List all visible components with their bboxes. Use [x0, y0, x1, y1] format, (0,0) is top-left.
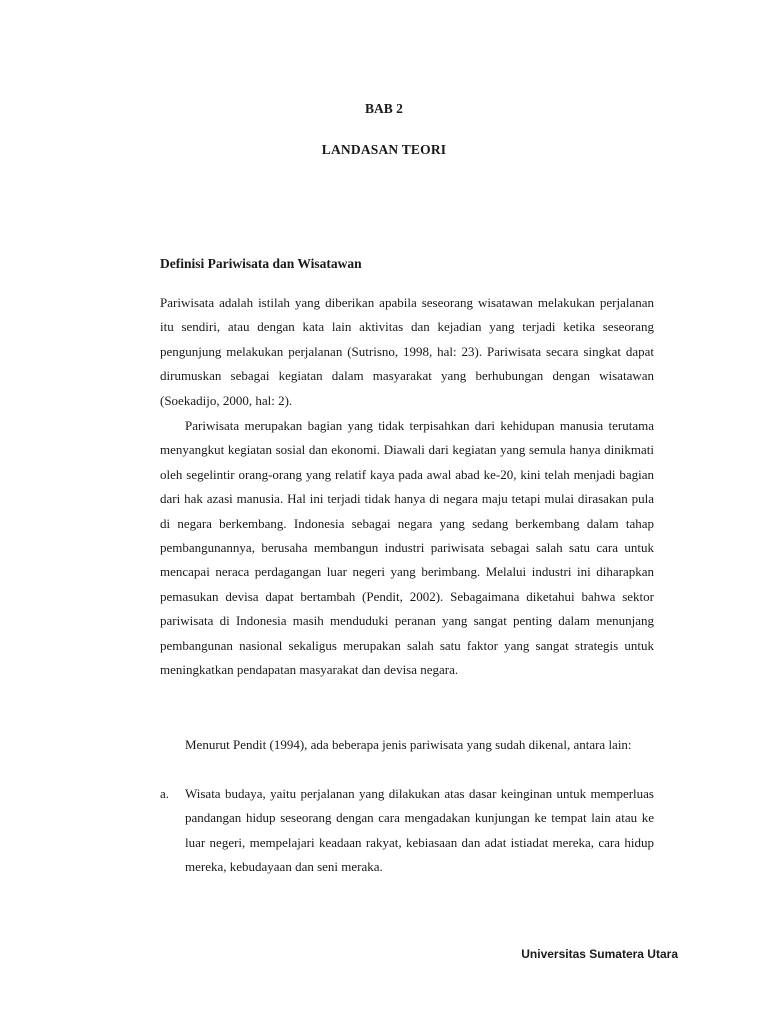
footer-institution: Universitas Sumatera Utara	[521, 947, 678, 961]
section-heading: Definisi Pariwisata dan Wisatawan	[160, 256, 362, 271]
chapter-title: LANDASAN TEORI	[321, 142, 447, 157]
list-marker: a.	[160, 786, 170, 801]
list-item-text: Wisata budaya, yaitu perjalanan yang dilakukan atas dasar keinginan untuk memperluas pandangan hidup seseorang dengan cara mengadakan kunjungan ke tempat lain atau ke luar negeri, mempelajari keadaan rakyat, kebiasaan dan adat istiadat mereka, cara hidup mereka, kebudayaan dan seni meraka.	[185, 786, 654, 875]
paragraph-2: Pariwisata merupakan bagian yang tidak terpisahkan dari kehidupan manusia terutama menyangkut kegiatan sosial dan ekonomi. Diawali dari kegiatan yang semula hanya dinikmati oleh segelintir orang-orang yang relatif kaya pada awal abad ke-20, kini telah menjadi bagian dari hak azasi manusia. Hal ini terjadi tidak hanya di negara maju tetapi mulai dirasakan pula di negara berkembang. Indonesia sebagai negara yang sedang berkembang dalam tahap pembangunannya, berusaha membangun industri pariwisata sebagai salah satu cara untuk mencapai neraca perdagangan luar negeri yang berimbang. Melalui industri ini diharapkan pemasukan devisa dapat bertambah (Pendit, 2002). Sebagaimana diketahui bahwa sektor pariwisata di Indonesia masih menduduki peranan yang sangat penting dalam menunjang pembangunan nasional sekaligus merupakan salah satu faktor yang sangat strategis untuk meningkatkan pendapatan masyarakat dan devisa negara.	[160, 418, 654, 678]
paragraph-3: Menurut Pendit (1994), ada beberapa jenis pariwisata yang sudah dikenal, antara lain:	[185, 737, 632, 752]
chapter-number: BAB 2	[365, 101, 403, 116]
paragraph-1: Pariwisata adalah istilah yang diberikan apabila seseorang wisatawan melakukan perjalanan itu sendiri, atau dengan kata lain aktivitas dan kejadian yang terjadi ketika seseorang pengunjung melakukan perjalanan (Sutrisno, 1998, hal: 23). Pariwisata secara singkat dapat dirumuskan sebagai kegiatan dalam masyarakat yang berhubungan dengan wisatawan (Soekadijo, 2000, hal: 2).	[160, 295, 654, 408]
